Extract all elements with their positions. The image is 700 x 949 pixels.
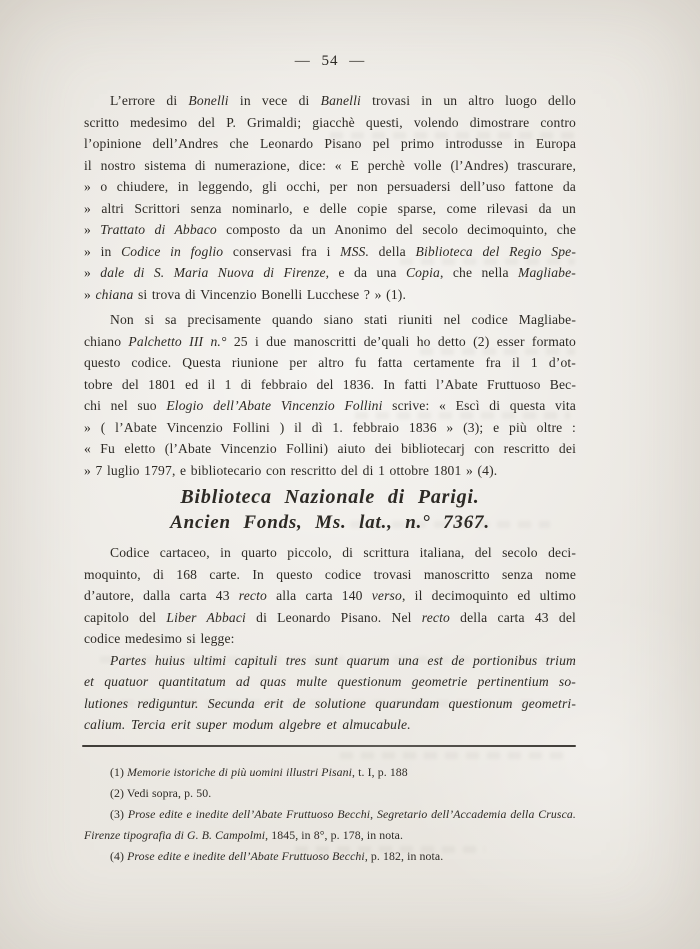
- heading-line-biblioteca: Biblioteca Nazionale di Parigi.: [180, 486, 480, 508]
- text-line: chiano Palchetto III n.° 25 i due manoscritti de’quali ho detto (2) esser formato: [84, 333, 576, 349]
- text-line: (3) Prose edite e inedite dell’Abate Fruttuoso Becchi, Segretario dell’Accademia della Crusca.: [110, 806, 576, 821]
- text-line: » altri Scrittori senza nominarlo, e delle copie sparse, come rilevasi da un: [84, 200, 576, 216]
- text-line: l’opinione dell’Andres che Leonardo Pisano pel primo introdusse in Europa: [84, 136, 576, 151]
- text-line: capitolo del Liber Abbaci di Leonardo Pisano. Nel recto della carta 43 del: [84, 609, 576, 625]
- text-line: » 7 luglio 1797, e bibliotecario con rescritto del di 1 ottobre 1801 » (4).: [84, 462, 498, 478]
- text-line: et quatuor quantitatum ad quas multe questionum geometrie pertinentium so-: [84, 674, 576, 689]
- text-line: chi nel suo Elogio dell’Abate Vincenzio Follini scrive: « Escì di questa vita: [84, 398, 576, 413]
- text-line: tobre del 1801 ed il 1 di febbraio del 1836. In fatti l’Abate Fruttuoso Bec-: [84, 376, 576, 392]
- text-line: » Trattato di Abbaco composto da un Anonimo del secolo decimoquinto, che: [84, 222, 576, 237]
- page-number: — 54 —: [294, 53, 366, 69]
- text-line: calium. Tercia erit super modum algebre et almucabule.: [84, 717, 411, 732]
- text-line: (2) Vedi sopra, p. 50.: [110, 785, 212, 800]
- text-line: codice medesimo si legge:: [84, 631, 235, 646]
- text-line: Non si sa precisamente quando siano stati riuniti nel codice Magliabe-: [110, 312, 576, 327]
- heading-line-ancien-fonds: Ancien Fonds, Ms. lat., n.° 7367.: [170, 512, 490, 533]
- footnote-separator-rule: [82, 745, 576, 747]
- text-line: » o chiudere, in leggendo, gli occhi, per non persuadersi dell’uso fattone da: [84, 179, 576, 194]
- paragraph-codice-riunione: [84, 309, 576, 481]
- text-line: (4) Prose edite e inedite dell’Abate Fruttuoso Becchi, p. 182, in nota.: [110, 848, 444, 863]
- text-line: lutiones rediguntur. Secunda erit de solutione quarundam questionum geometri-: [84, 695, 576, 711]
- text-line: « Fu eletto (l’Abate Vincenzio Follini) aiuto dei bibliotecarj con rescritto dei: [84, 441, 576, 456]
- paragraph-bonelli-error: [84, 90, 576, 305]
- paragraph-codice-description: [84, 542, 576, 650]
- text-line: L’errore di Bonelli in vece di Banelli trovasi in un altro luogo dello: [110, 93, 576, 108]
- text-line: (1) Memorie istoriche di più uomini illustri Pisani, t. I, p. 188: [110, 764, 408, 779]
- text-line: il nostro sistema di numerazione, dice: « E perchè volle (l’Andres) trascurare,: [84, 157, 576, 173]
- text-line: moquinto, di 168 carte. In questo codice trovasi manoscritto senza nome: [84, 566, 576, 582]
- text-line: Partes huius ultimi capituli tres sunt quarum una est de portionibus trium: [110, 652, 576, 668]
- text-line: scritto medesimo del P. Grimaldi; giacchè questi, volendo dimostrare contro: [84, 114, 576, 130]
- text-line: » ( l’Abate Vincenzio Follini ) il dì 1. febbraio 1836 » (3); e più oltre :: [84, 419, 576, 435]
- text-line: d’autore, dalla carta 43 recto alla carta 140 verso, il decimoquinto ed ultimo: [84, 588, 576, 603]
- text-line: questo codice. Questa riunione per altro fu fatta certamente fra il 1 d’ot-: [84, 355, 576, 370]
- footnotes: [84, 762, 576, 867]
- text-block: [84, 53, 576, 867]
- text-line: » dale di S. Maria Nuova di Firenze, e da una Copia, che nella Magliabe-: [84, 265, 576, 280]
- text-line: Firenze tipografia di G. B. Campolmi, 1845, in 8°, p. 178, in nota.: [84, 827, 404, 842]
- text-line: Codice cartaceo, in quarto piccolo, di scrittura italiana, del secolo deci-: [110, 545, 576, 560]
- text-line: » chiana si trova di Vincenzio Bonelli Lucchese ? » (1).: [84, 286, 406, 302]
- latin-quote: [84, 650, 576, 736]
- text-line: » in Codice in foglio conservasi fra i MSS. della Biblioteca del Regio Spe-: [84, 243, 576, 259]
- section-heading: [84, 484, 576, 535]
